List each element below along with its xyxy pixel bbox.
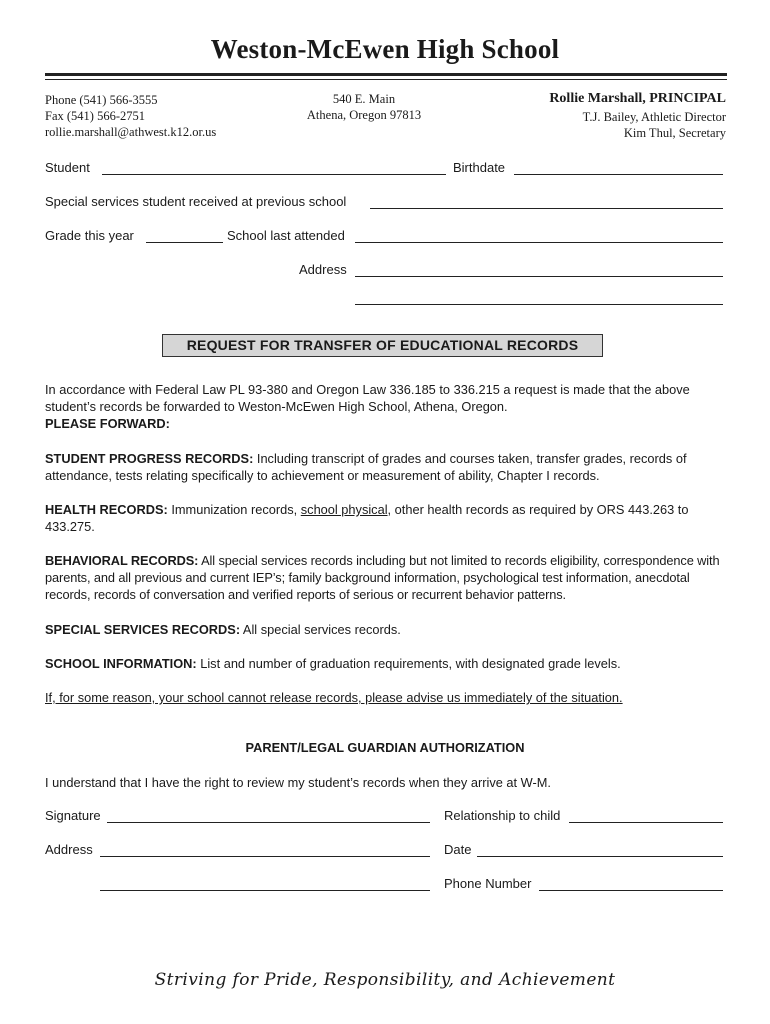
principal-name: Rollie Marshall, PRINCIPAL — [549, 91, 726, 106]
address-block — [284, 91, 444, 123]
street-address: 540 E. Main — [332, 92, 396, 106]
school-address-field-line2[interactable] — [355, 304, 723, 305]
student-progress-text: Including transcript of grades and courses taken, transfer grades, records of attendance, tests relating specifically to achievement or measurement of ability, Chapter I records. — [45, 451, 687, 483]
school-address-label: Address — [299, 262, 347, 277]
student-field[interactable] — [102, 174, 446, 175]
athletic-director: T.J. Bailey, Athletic Director — [582, 110, 726, 124]
special-services-records-label: SPECIAL SERVICES RECORDS: — [45, 622, 241, 637]
birthdate-label: Birthdate — [453, 160, 506, 175]
please-forward: PLEASE FORWARD: — [45, 416, 170, 431]
secretary-name: Kim Thul, Secretary — [623, 126, 726, 140]
special-services-field[interactable] — [370, 208, 723, 209]
request-banner: REQUEST FOR TRANSFER OF EDUCATIONAL RECORDS — [162, 334, 603, 357]
email-address: rollie.marshall@athwest.k12.or.us — [45, 125, 217, 139]
health-text-underlined: school physical — [300, 502, 388, 517]
guardian-address-field-line2[interactable] — [100, 890, 430, 891]
behavioral-paragraph — [45, 552, 727, 603]
phone-number: Phone (541) 566-3555 — [45, 93, 158, 107]
relationship-field[interactable] — [569, 822, 723, 823]
school-address-field-line1[interactable] — [355, 276, 723, 277]
health-text-post: , other health records as required by ORS 443.263 to 433.275. — [45, 502, 689, 534]
relationship-label: Relationship to child — [444, 808, 561, 823]
student-progress-paragraph — [45, 450, 727, 484]
intro-paragraph — [45, 381, 727, 432]
intro-text: In accordance with Federal Law PL 93-380 and Oregon Law 336.185 to 336.215 a request is made that the above student’s records be forwarded to Weston-McEwen High School, Athena, Oregon. — [45, 382, 690, 414]
school-name-title: Weston-McEwen High School — [210, 34, 560, 64]
student-label: Student — [45, 160, 90, 175]
school-info-label: SCHOOL INFORMATION: — [45, 656, 197, 671]
behavioral-label: BEHAVIORAL RECORDS: — [45, 553, 199, 568]
advise-notice: If, for some reason, your school cannot release records, please advise us immediately of the situation. — [45, 690, 623, 705]
authorization-title: PARENT/LEGAL GUARDIAN AUTHORIZATION — [245, 740, 525, 755]
header-rule-thick — [45, 73, 727, 76]
health-paragraph — [45, 501, 727, 535]
health-label: HEALTH RECORDS: — [45, 502, 168, 517]
phone-number-label: Phone Number — [444, 876, 532, 891]
school-info-text: List and number of graduation requirements, with designated grade levels. — [196, 656, 621, 671]
city-address: Athena, Oregon 97813 — [306, 108, 422, 122]
date-label: Date — [444, 842, 472, 857]
advise-notice-paragraph — [45, 689, 727, 706]
school-last-attended-field[interactable] — [355, 242, 723, 243]
special-services-records-text: All special services records. — [240, 622, 401, 637]
health-text-pre: Immunization records, — [167, 502, 301, 517]
signature-label: Signature — [45, 808, 101, 823]
grade-label: Grade this year — [45, 228, 134, 243]
header-rule-thin — [45, 79, 727, 80]
student-progress-label: STUDENT PROGRESS RECORDS: — [45, 451, 254, 466]
behavioral-text: All special services records including but not limited to records eligibility, correspondence with parents, and all previous and current IEP’s; family background information, psychological test information, anecdotal records, records of conversation and verified reports of serious or recurrent behavior patterns. — [45, 553, 720, 602]
guardian-address-label: Address — [45, 842, 93, 857]
school-info-paragraph — [45, 655, 727, 672]
grade-field[interactable] — [146, 242, 223, 243]
birthdate-field[interactable] — [514, 174, 723, 175]
staff-block — [549, 91, 726, 141]
authorization-statement: I understand that I have the right to review my student’s records when they arrive at W-M. — [45, 775, 551, 790]
school-last-attended-label: School last attended — [227, 228, 345, 243]
phone-number-field[interactable] — [539, 890, 723, 891]
contact-block — [45, 92, 216, 140]
signature-field[interactable] — [107, 822, 430, 823]
guardian-address-field-line1[interactable] — [100, 856, 430, 857]
special-services-paragraph — [45, 621, 727, 638]
fax-number: Fax (541) 566-2751 — [45, 109, 145, 123]
date-field[interactable] — [477, 856, 723, 857]
school-motto: Striving for Pride, Responsibility, and Achievement — [154, 970, 616, 990]
special-services-label: Special services student received at previous school — [45, 194, 347, 209]
